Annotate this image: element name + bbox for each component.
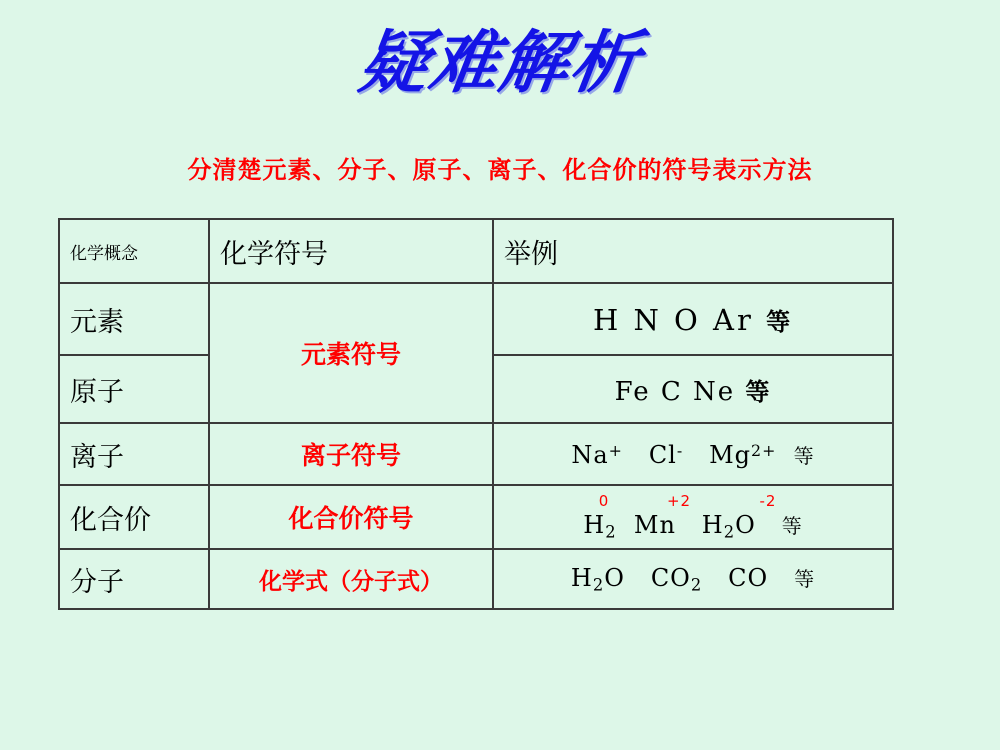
example-valence-suffix: 等 — [781, 513, 803, 538]
valence-minus2: -2 — [759, 491, 777, 510]
ion-na-charge: + — [608, 440, 623, 460]
concept-molecule: 分子 — [59, 549, 209, 609]
example-ion — [493, 423, 893, 485]
example-element-text: H N O Ar — [592, 302, 754, 337]
mol-h2o-sub: 2 — [592, 575, 605, 595]
example-atom-suffix: 等 — [745, 377, 772, 406]
valence-numbers — [504, 493, 882, 510]
table-row — [59, 423, 893, 485]
header-cell-concept: 化学概念 — [59, 219, 209, 283]
table-row — [59, 549, 893, 609]
mol-co2-sub: 2 — [690, 575, 703, 595]
table-row — [59, 485, 893, 549]
example-element-suffix: 等 — [766, 307, 794, 336]
ion-mg-charge: 2+ — [751, 440, 777, 460]
example-element — [493, 283, 893, 355]
example-molecule-suffix: 等 — [794, 567, 816, 592]
mol-h2o-o: O — [604, 564, 625, 593]
example-molecule — [493, 549, 893, 609]
concept-ion: 离子 — [59, 423, 209, 485]
ion-cl: Cl — [648, 440, 677, 469]
concept-element: 元素 — [59, 283, 209, 355]
concept-atom: 原子 — [59, 355, 209, 423]
page-subtitle: 分清楚元素、分子、原子、离子、化合价的符号表示方法 — [187, 156, 813, 184]
page-title: 疑难解析 — [354, 23, 646, 103]
valence-h: H — [583, 510, 606, 539]
symbol-ion: 离子符号 — [209, 423, 493, 485]
symbol-element: 元素符号 — [209, 283, 493, 423]
valence-h2o-o: O — [735, 510, 756, 539]
valence-h-sub: 2 — [605, 522, 617, 542]
valence-h2o-h: H — [701, 510, 724, 539]
valence-plus2: +2 — [666, 491, 692, 510]
header-cell-symbol: 化学符号 — [209, 219, 493, 283]
symbol-valence: 化合价符号 — [209, 485, 493, 549]
valence-mn: Mn — [633, 510, 676, 539]
mol-h2o-h: H — [570, 564, 593, 593]
header-cell-example: 举例 — [493, 219, 893, 283]
valence-0: 0 — [598, 491, 610, 510]
valence-h2o-sub: 2 — [723, 522, 736, 542]
example-atom-text: Fe C Ne — [614, 376, 736, 407]
concepts-table — [58, 218, 894, 610]
concept-valence: 化合价 — [59, 485, 209, 549]
ion-cl-charge: - — [676, 440, 684, 460]
table-row — [59, 283, 893, 355]
example-valence — [493, 485, 893, 549]
mol-co2: CO — [650, 564, 691, 593]
symbol-molecule: 化学式（分子式） — [209, 549, 493, 609]
ion-na: Na — [571, 440, 609, 469]
valence-formulas — [504, 510, 882, 542]
table-header-row — [59, 219, 893, 283]
example-atom — [493, 355, 893, 423]
ion-mg: Mg — [709, 440, 752, 469]
example-ion-suffix: 等 — [793, 443, 815, 468]
mol-co: CO — [728, 564, 769, 593]
